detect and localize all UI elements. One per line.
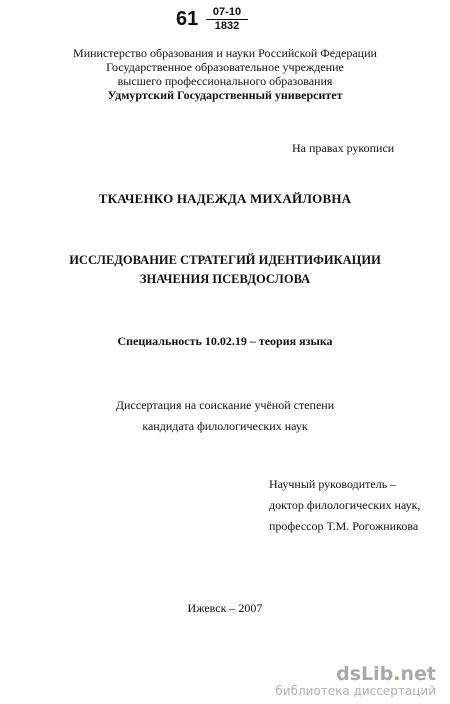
manuscript-rights: На правах рукописи bbox=[292, 141, 395, 155]
degree-line-2: кандидата филологических наук bbox=[142, 419, 308, 433]
supervisor-line-3: профессор Т.М. Рогожникова bbox=[269, 519, 419, 533]
title-line-1: ИССЛЕДОВАНИЕ СТРАТЕГИЙ ИДЕНТИФИКАЦИИ bbox=[69, 253, 381, 267]
stamp-fraction bbox=[206, 6, 248, 33]
degree-line-1: Диссертация на соискание учёной степени bbox=[115, 398, 335, 412]
watermark-logo[interactable] bbox=[336, 663, 436, 685]
title-line-2: ЗНАЧЕНИЯ ПСЕВДОСЛОВА bbox=[139, 272, 311, 286]
header-ministry: Министерство образования и науки Российской Федерации bbox=[73, 46, 377, 60]
specialty: Специальность 10.02.19 – теория языка bbox=[117, 334, 333, 348]
stamp-fraction-bottom: 1832 bbox=[214, 20, 240, 32]
author-name: ТКАЧЕНКО НАДЕЖДА МИХАЙЛОВНА bbox=[98, 191, 352, 206]
watermark-logo-dot: . bbox=[393, 663, 401, 685]
supervisor-line-1: Научный руководитель – bbox=[269, 477, 397, 491]
dissertation-title bbox=[0, 251, 450, 289]
stamp-fraction-top: 07-10 bbox=[206, 6, 248, 20]
watermark-logo-part1: dsLib bbox=[336, 663, 394, 685]
place-and-year: Ижевск – 2007 bbox=[187, 601, 263, 615]
header-institution-type: Государственное образовательное учреждение bbox=[106, 60, 344, 74]
scientific-supervisor bbox=[269, 474, 420, 537]
institution-header bbox=[0, 46, 450, 102]
watermark-logo-part2: net bbox=[400, 663, 436, 685]
header-university: Удмуртский Государственный университет bbox=[107, 88, 343, 102]
dissertation-degree bbox=[0, 395, 450, 437]
supervisor-line-2: доктор филологических наук, bbox=[269, 498, 421, 512]
stamp-number: 61 bbox=[176, 8, 199, 30]
watermark-subtitle: библиотека диссертаций bbox=[275, 684, 436, 698]
header-education-level: высшего профессионального образования bbox=[117, 74, 333, 88]
